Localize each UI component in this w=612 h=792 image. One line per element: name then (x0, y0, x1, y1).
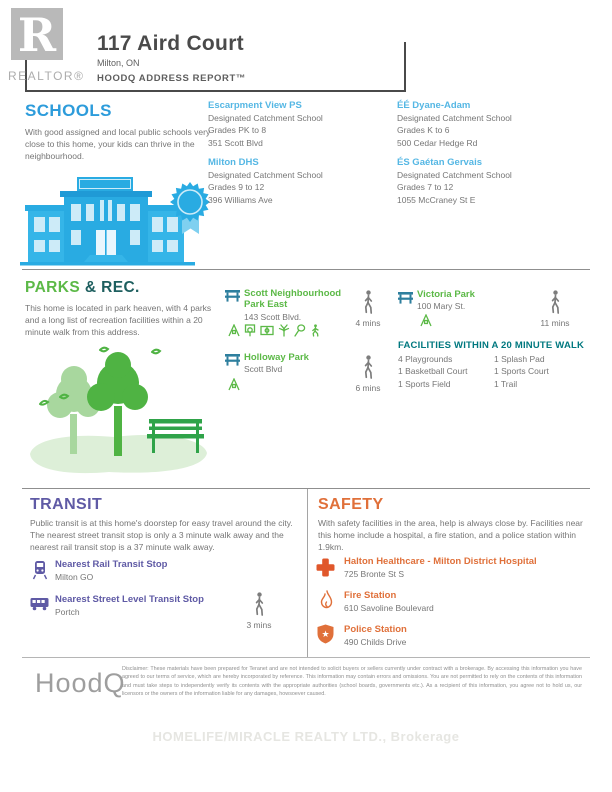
police-shield-icon (317, 624, 334, 649)
facilities-col1 (398, 353, 494, 390)
school-type: Designated Catchment School (208, 169, 323, 180)
park-address: 100 Mary St. (417, 301, 466, 312)
school-illustration (20, 170, 215, 273)
schools-heading: SCHOOLS (25, 101, 112, 120)
sports-field-icon (260, 324, 274, 342)
facilities-col2 (494, 353, 590, 390)
section-divider (22, 488, 590, 489)
school-type: Designated Catchment School (397, 169, 512, 180)
walking-person-icon (362, 355, 375, 380)
page-subtitle: Milton, ON (97, 58, 140, 68)
hospital-cross-icon (316, 558, 335, 582)
parks-description: This home is located in park heaven, with 4 parks and a long list of recreation facilities within a 20 minute walk from this address. (25, 303, 212, 337)
park-address: 143 Scott Blvd. (244, 311, 302, 322)
school-type: Designated Catchment School (208, 112, 323, 123)
transit-description: Public transit is at this home's doorstep for easy travel around the city. The nearest street transit stop is only a 3 minute walk away and the nearest rail transit stop is a 37 minute walk away. (30, 518, 293, 552)
transit-stop-value: Milton GO (55, 571, 94, 582)
transit-item (55, 594, 265, 618)
park-facility-icons (228, 324, 320, 342)
park-item (244, 288, 356, 323)
school-item (208, 157, 388, 206)
disclaimer-text: Disclaimer: These materials have been prepared for Teranet and are not intended to solicit buyers or sellers currently under contract with a brokerage. By accessing this information you have agreed to our terms of service, which are hereby incorporated by reference. This information may contain errors and omissions. You are not permitted to rely on the contents of this information and must take steps to independently verify its contents with the appropriate authorities (school boards, governments etc.). As a recipient of this information, you agree not to hold us, our licensors or the owners of the information liable for any damages, howsoever caused. (122, 666, 582, 698)
parks-heading (25, 279, 140, 297)
park-name: Scott Neighbourhood Park East (244, 288, 342, 311)
facility-count: 1 Splash Pad (494, 354, 545, 364)
walk-time-label: 11 mins (540, 318, 570, 328)
safety-facility-value: 725 Bronte St S (344, 568, 405, 579)
facility-count: 1 Basketball Court (398, 366, 468, 377)
playground-icon (228, 324, 240, 342)
brokerage-watermark: HOMELIFE/MIRACLE REALTY LTD., Brokerage (152, 729, 460, 744)
safety-item (344, 590, 584, 614)
playground-icon (228, 378, 240, 396)
walk-time-label: 3 mins (246, 620, 272, 630)
realtor-logo-text: REALTOR® (8, 69, 85, 83)
walk-time-block (238, 592, 280, 630)
section-divider (22, 269, 590, 270)
safety-facility-label: Fire Station (344, 590, 397, 601)
walking-person-icon (549, 290, 562, 315)
transit-heading: TRANSIT (30, 496, 103, 513)
school-address: 1055 McCraney St E (397, 194, 476, 205)
walking-person-icon (362, 290, 375, 315)
walk-time-label: 4 mins (355, 318, 381, 328)
walking-person-icon (253, 592, 266, 617)
schools-description: With good assigned and local public schools very close to this home, your kids can thrive in the neighbourhood. (25, 127, 211, 161)
page-title: 117 Aird Court (97, 32, 244, 55)
school-name: ÉÉ Dyane-Adam (397, 100, 471, 111)
fire-flame-icon (319, 590, 334, 615)
safety-facility-label: Halton Healthcare - Milton District Hospital (344, 556, 537, 567)
facility-count: 4 Playgrounds (398, 354, 453, 364)
facilities-heading: FACILITIES WITHIN A 20 MINUTE WALK (398, 340, 585, 351)
transit-stop-label: Nearest Street Level Transit Stop (55, 594, 204, 605)
bench-icon (225, 353, 240, 371)
report-type-label: HOODQ ADDRESS REPORT™ (97, 73, 246, 84)
safety-heading: SAFETY (318, 496, 384, 513)
walk-time-label: 6 mins (355, 383, 381, 393)
report-title-block (97, 32, 246, 84)
school-address: 351 Scott Blvd (208, 137, 263, 148)
safety-description: With safety facilities in the area, help is always close by. Facilities near this home include a hospital, a fire station, and a police station within 1.9km. (318, 518, 583, 552)
school-grades: Grades PK to 8 (208, 125, 267, 136)
realtor-logo (8, 8, 84, 83)
school-grades: Grades K to 6 (397, 125, 450, 136)
school-address: 396 Williams Ave (208, 194, 273, 205)
basketball-icon (244, 324, 256, 342)
bus-icon (30, 597, 49, 616)
park-illustration (12, 342, 217, 489)
facility-count: 1 Sports Field (398, 378, 451, 389)
facility-count: 1 Trail (494, 378, 518, 389)
svg-text:★: ★ (321, 629, 330, 639)
sports-court-icon (294, 324, 306, 342)
school-item (397, 157, 587, 206)
school-name: Milton DHS (208, 157, 259, 168)
safety-facility-value: 610 Savoline Boulevard (344, 602, 434, 613)
walk-time-block (348, 290, 388, 328)
school-grades: Grades 7 to 12 (397, 182, 454, 193)
park-item (417, 289, 527, 313)
school-item (208, 100, 388, 149)
school-item (397, 100, 587, 149)
school-grades: Grades 9 to 12 (208, 182, 265, 193)
transit-item (55, 559, 255, 583)
safety-facility-value: 490 Childs Drive (344, 636, 407, 647)
school-type: Designated Catchment School (397, 112, 512, 123)
train-icon (32, 560, 48, 585)
safety-item (344, 624, 584, 648)
school-name: ÉS Gaétan Gervais (397, 157, 483, 168)
park-item (244, 352, 356, 376)
bench-icon (225, 289, 240, 307)
facility-count: 1 Sports Court (494, 366, 549, 377)
park-name: Victoria Park (417, 289, 475, 300)
hoodq-logo: HoodQ (35, 668, 126, 698)
parks-heading-primary: PARKS (25, 279, 81, 296)
park-name: Holloway Park (244, 352, 309, 363)
bench-icon (398, 291, 413, 309)
splash-pad-icon (278, 324, 290, 342)
school-address: 500 Cedar Hedge Rd (397, 137, 478, 148)
school-name: Escarpment View PS (208, 100, 302, 111)
footer-divider (22, 657, 590, 658)
transit-stop-label: Nearest Rail Transit Stop (55, 559, 168, 570)
svg-text:R: R (17, 8, 57, 62)
safety-item (344, 556, 584, 580)
park-address: Scott Blvd (244, 364, 283, 375)
parks-heading-secondary: & REC. (84, 279, 140, 296)
walk-time-block (348, 355, 388, 393)
realtor-r-icon (8, 8, 66, 64)
trail-icon (310, 324, 320, 342)
transit-stop-value: Portch (55, 606, 80, 617)
safety-facility-label: Police Station (344, 624, 407, 635)
walk-time-block (533, 290, 577, 328)
playground-icon (420, 314, 432, 332)
column-divider (307, 489, 308, 657)
